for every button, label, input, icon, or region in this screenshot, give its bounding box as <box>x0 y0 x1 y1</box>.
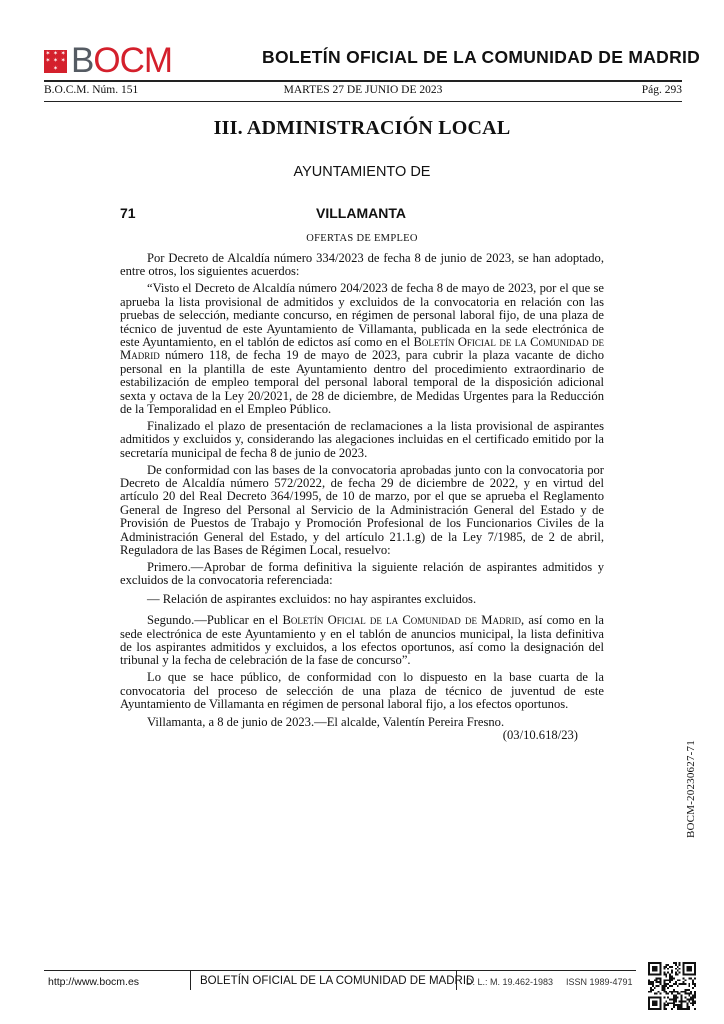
ayuntamiento-heading: AYUNTAMIENTO DE <box>293 164 431 180</box>
footer-rule <box>44 970 636 971</box>
paragraph-1: Por Decreto de Alcaldía número 334/2023 de fecha 8 de junio de 2023, se han adoptado, entre otros, los siguientes acuerdos: <box>120 251 604 279</box>
announcement-body <box>120 252 604 746</box>
paragraph-4: De conformidad con las bases de la convocatoria aprobadas junto con la convocatoria por Decreto de Alcaldía número 572/2022, de fecha 29 de diciembre de 2022, y en virtud del artículo 20 del Real Decreto 364/1995, de 10 de marzo, por el que se aprueba el Reglamento General de Ingreso del Personal al Servicio de la Administración General del Estado y de Provisión de Puestos de Trabajo y Promoción Profesional de los Funcionarios Civiles de la Administración General del Estado, y del artículo 21.1.g) de la Ley 7/1985, de 2 de abril, Reguladora de las Bases de Régimen Local, resuelvo: <box>120 462 604 558</box>
announcement-kind: OFERTAS DE EMPLEO <box>306 233 418 244</box>
paragraph-6: — Relación de aspirantes excluidos: no hay aspirantes excluidos. <box>147 591 477 606</box>
issue-date: MARTES 27 DE JUNIO DE 2023 <box>283 84 443 96</box>
footer-divider <box>190 970 191 990</box>
page-number: Pág. 293 <box>641 84 682 96</box>
footer-url-link[interactable]: http://www.bocm.es <box>48 976 140 988</box>
footer-divider <box>456 970 457 990</box>
announcement-number: 71 <box>120 205 136 221</box>
paragraph-8: Lo que se hace público, de conformidad con lo dispuesto en la base cuarta de la convocatoria del proceso de selección de una plaza de técnico de juventud de este Ayuntamiento de Villamanta en régimen de personal laboral fijo, a los efectos oportunos. <box>120 670 604 712</box>
paragraph-3: Finalizado el plazo de presentación de reclamaciones a la lista provisional de aspirantes admitidos y excluidos y, considerando las alegaciones incluidas en el certificado emitido por la secretaría municipal de fecha 8 de junio de 2023. <box>120 418 604 460</box>
footer <box>44 974 636 992</box>
issue-meta-row <box>44 84 682 100</box>
paragraph-2: “Visto el Decreto de Alcaldía número 204/2023 de fecha 8 de mayo de 2023, por el que se aprueba la lista provisional de admitidos y excluidos de la convocatoria en relación con las pruebas de selección, mediante concurso, en régimen de personal laboral fijo, de una plaza de técnico de juventud de este Ayuntamiento de Villamanta, publicada en la sede electrónica de este Ayuntamiento, en el tablón de edictos así como en el Boletín Oficial de la Comunidad de Madrid número 118, de fecha 19 de mayo de 2023, para cubrir la plaza vacante de dicho personal en la plantilla de este Ayuntamiento dentro del procedimiento extraordinario de estabilización de empleo temporal del personal laboral temporal de la disposición adicional sexta y octava de la Ley 20/2021, de 28 de diciembre, de Medidas Urgentes para la Reducción de la Temporalidad en el Empleo Público. <box>120 281 604 416</box>
issue-number: B.O.C.M. Núm. 151 <box>44 84 139 96</box>
legal-deposit: D. L.: M. 19.462-1983 <box>466 977 554 987</box>
paragraph-5: Primero.—Aprobar de forma definitiva la siguiente relación de aspirantes admitidos y excluidos de la convocatoria referenciada: <box>120 559 604 588</box>
side-document-code: BOCM-20230627-71 <box>685 740 697 838</box>
bocm-logo <box>44 41 173 80</box>
municipality-name: VILLAMANTA <box>316 205 406 221</box>
bulletin-title: BOLETÍN OFICIAL DE LA COMUNIDAD DE MADRID <box>262 47 701 67</box>
header-rule-bottom <box>44 101 682 102</box>
reference-code: (03/10.618/23) <box>502 727 578 742</box>
paragraph-7: Segundo.—Publicar en el Boletín Oficial de la Comunidad de Madrid, así como en la sede electrónica de este Ayuntamiento y en el tablón de anuncios municipal, la lista definitiva de los aspirantes admitidos y excluidos, a los efectos oportunos, así como la designación del tribunal y la fecha de celebración de la fase de concurso”. <box>120 613 605 668</box>
logo-wordmark: BOCM <box>71 41 173 80</box>
madrid-stars-logo-icon: ✶ ✶ ✶ ✶ ✶ ✶ ✶ <box>45 49 66 73</box>
section-title: III. ADMINISTRACIÓN LOCAL <box>213 117 511 139</box>
footer-title: BOLETÍN OFICIAL DE LA COMUNIDAD DE MADRID <box>200 975 475 987</box>
issn: ISSN 1989-4791 <box>566 977 633 987</box>
qr-code-icon <box>648 962 696 1010</box>
signature: Villamanta, a 8 de junio de 2023.—El alcalde, Valentín Pereira Fresno. <box>147 714 505 729</box>
header-rule <box>44 80 682 82</box>
